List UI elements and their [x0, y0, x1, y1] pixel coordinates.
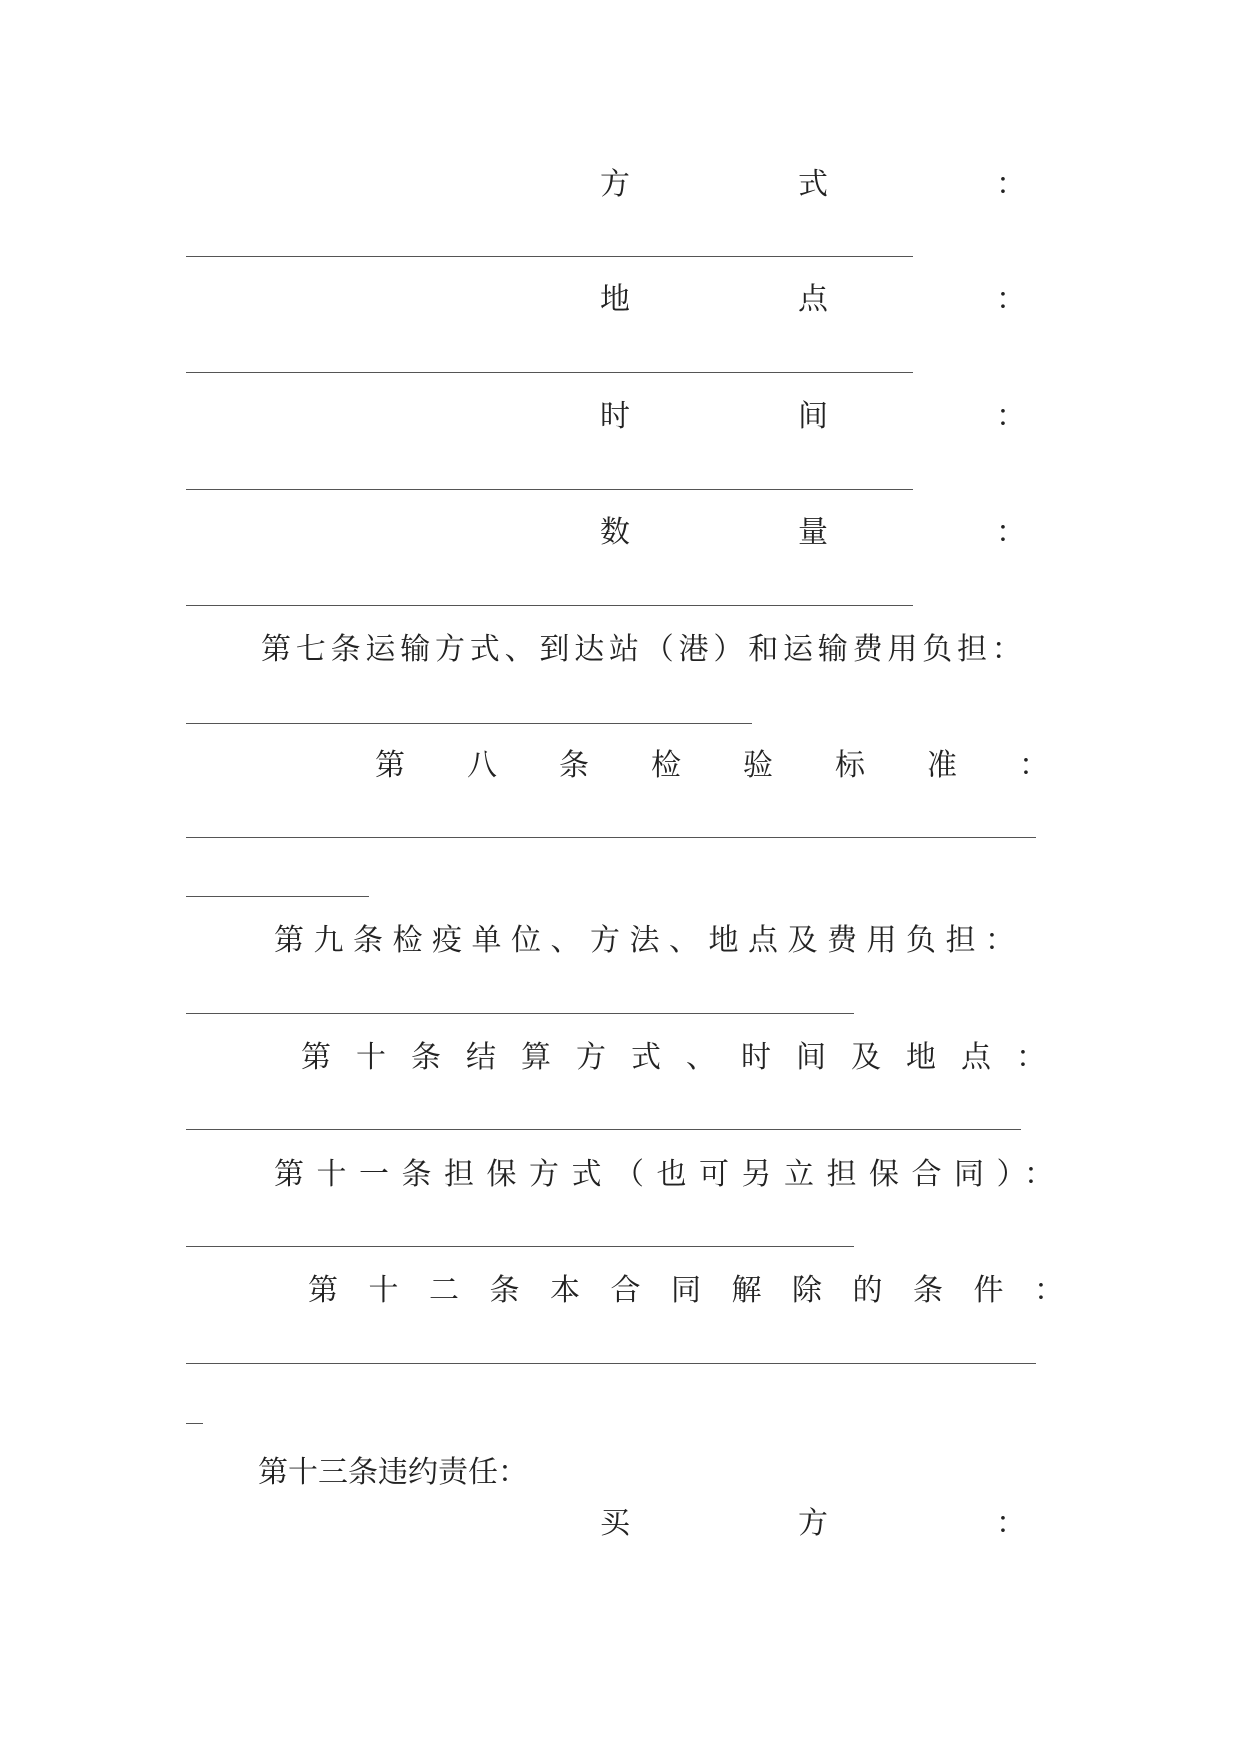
- fill-in-blank-quantity[interactable]: [186, 605, 913, 606]
- article-7: 第七条运输方式、到达站（港）和运输费用负担：: [261, 632, 1027, 667]
- field-location-char-1: 地: [600, 282, 630, 317]
- article-12: 第十二条本合同解除的条件：: [308, 1273, 1095, 1308]
- fill-in-blank-article-10[interactable]: [186, 1129, 1021, 1130]
- field-method: [600, 165, 1026, 205]
- field-quantity-char-2: 量: [798, 515, 828, 550]
- fill-in-blank-article-8-line-2[interactable]: [186, 896, 369, 897]
- fill-in-blank-article-9[interactable]: [186, 1013, 854, 1014]
- field-quantity-char-1: 数: [600, 515, 630, 550]
- fill-in-blank-article-8-line-1[interactable]: [186, 837, 1036, 838]
- fill-in-blank-article-12-line-2[interactable]: [186, 1423, 203, 1424]
- field-time-char-2: 间: [798, 399, 828, 434]
- field-location: [600, 280, 1026, 320]
- field-time-char-1: 时: [600, 399, 630, 434]
- field-method-char-1: 方: [600, 167, 630, 202]
- field-buyer-colon: ：: [996, 1506, 1026, 1541]
- field-method-colon: ：: [996, 167, 1026, 202]
- field-buyer: [600, 1504, 1026, 1544]
- field-method-char-2: 式: [798, 167, 828, 202]
- field-buyer-char-1: 买: [600, 1506, 630, 1541]
- field-buyer-char-2: 方: [798, 1506, 828, 1541]
- article-11: 第十一条担保方式（也可另立担保合同）：: [274, 1157, 1067, 1192]
- fill-in-blank-time[interactable]: [186, 489, 913, 490]
- fill-in-blank-article-7[interactable]: [186, 723, 752, 724]
- article-10: 第十条结算方式、时间及地点：: [301, 1040, 1071, 1075]
- fill-in-blank-article-12-line-1[interactable]: [186, 1363, 1036, 1364]
- field-time-colon: ：: [996, 399, 1026, 434]
- field-quantity-colon: ：: [996, 515, 1026, 550]
- field-quantity: [600, 513, 1026, 553]
- field-location-char-2: 点: [798, 282, 828, 317]
- article-9: 第九条检疫单位、方法、地点及费用负担：: [274, 923, 1025, 958]
- field-location-colon: ：: [996, 282, 1026, 317]
- fill-in-blank-location[interactable]: [186, 372, 913, 373]
- article-8: 第八条检验标准：: [375, 748, 1111, 783]
- field-time: [600, 397, 1026, 437]
- article-13: 第十三条违约责任：: [258, 1455, 528, 1490]
- fill-in-blank-method[interactable]: [186, 256, 913, 257]
- fill-in-blank-article-11[interactable]: [186, 1246, 854, 1247]
